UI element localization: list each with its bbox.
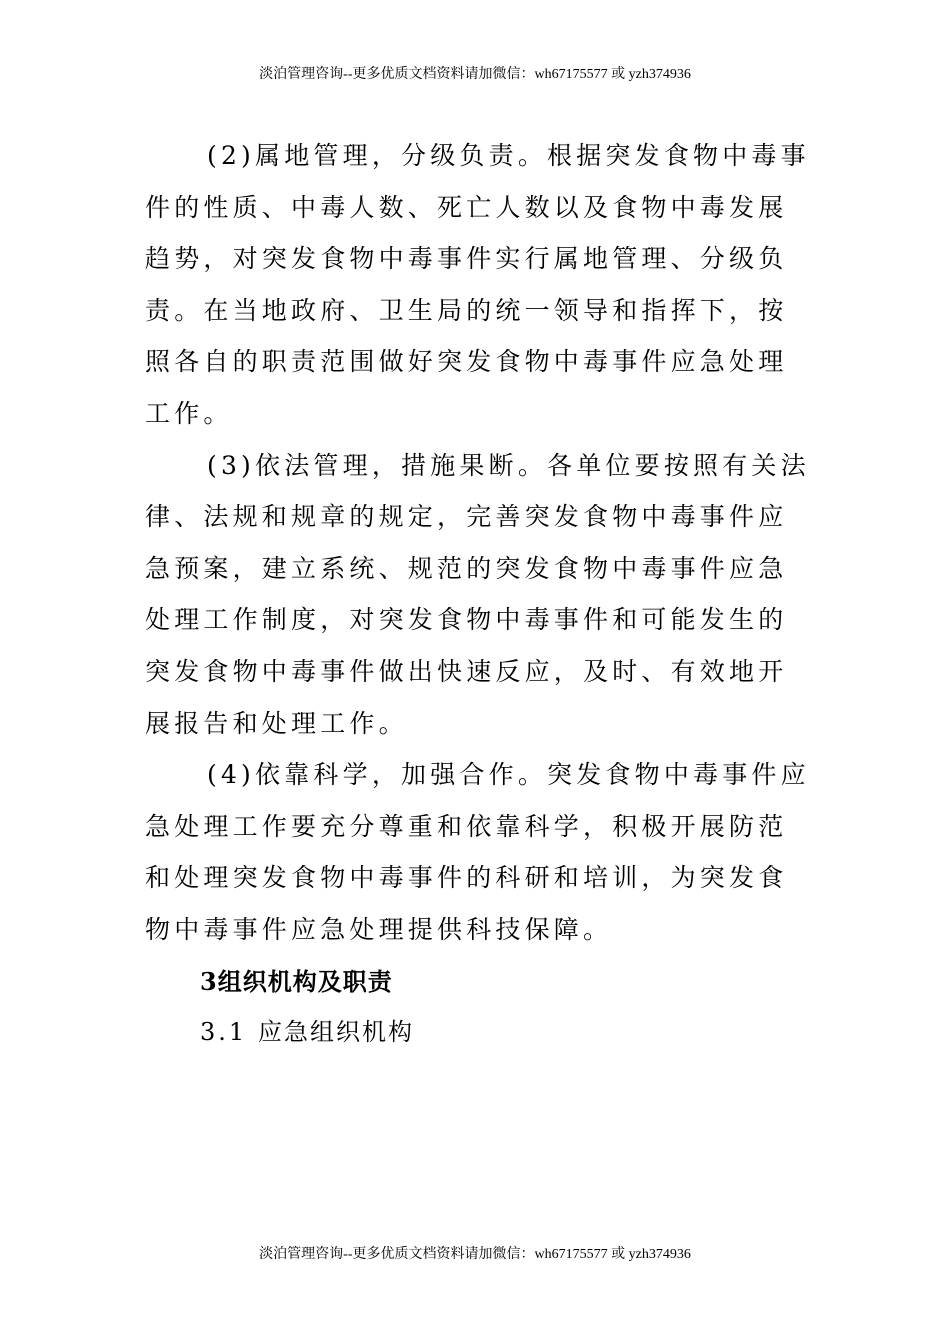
subsection-title: 应急组织机构 [258, 1018, 414, 1047]
paragraph-lawful-management: (3)依法管理，措施果断。各单位要按照有关法律、法规和规章的规定，完善突发食物中毒事件应急预案，建立系统、规范的突发食物中毒事件应急处理工作制度，对突发食物中毒事件和可能发生的突发食物中毒事件做出快速反应，及时、有效地开展报告和处理工作。 [145, 450, 810, 738]
subsection-heading [145, 1007, 810, 1059]
paragraph-jurisdiction-management: (2)属地管理，分级负责。根据突发食物中毒事件的性质、中毒人数、死亡人数以及食物中毒发展趋势，对突发食物中毒事件实行属地管理、分级负责。在当地政府、卫生局的统一领导和指挥下，按照各自的职责范围做好突发食物中毒事件应急处理工作。 [145, 141, 810, 428]
section-heading: 3组织机构及职责 [200, 966, 393, 996]
page-header: 淡泊管理咨询--更多优质文档资料请加微信：wh67175577 或 yzh374936 [259, 67, 691, 82]
document-body [145, 130, 810, 1059]
paragraph-science-cooperation: (4)依靠科学，加强合作。突发食物中毒事件应急处理工作要充分尊重和依靠科学，积极开展防范和处理突发食物中毒事件的科研和培训，为突发食物中毒事件应急处理提供科技保障。 [145, 760, 810, 944]
subsection-number: 3.1 [200, 1018, 248, 1047]
page-footer: 淡泊管理咨询--更多优质文档资料请加微信：wh67175577 或 yzh374936 [259, 1247, 691, 1262]
